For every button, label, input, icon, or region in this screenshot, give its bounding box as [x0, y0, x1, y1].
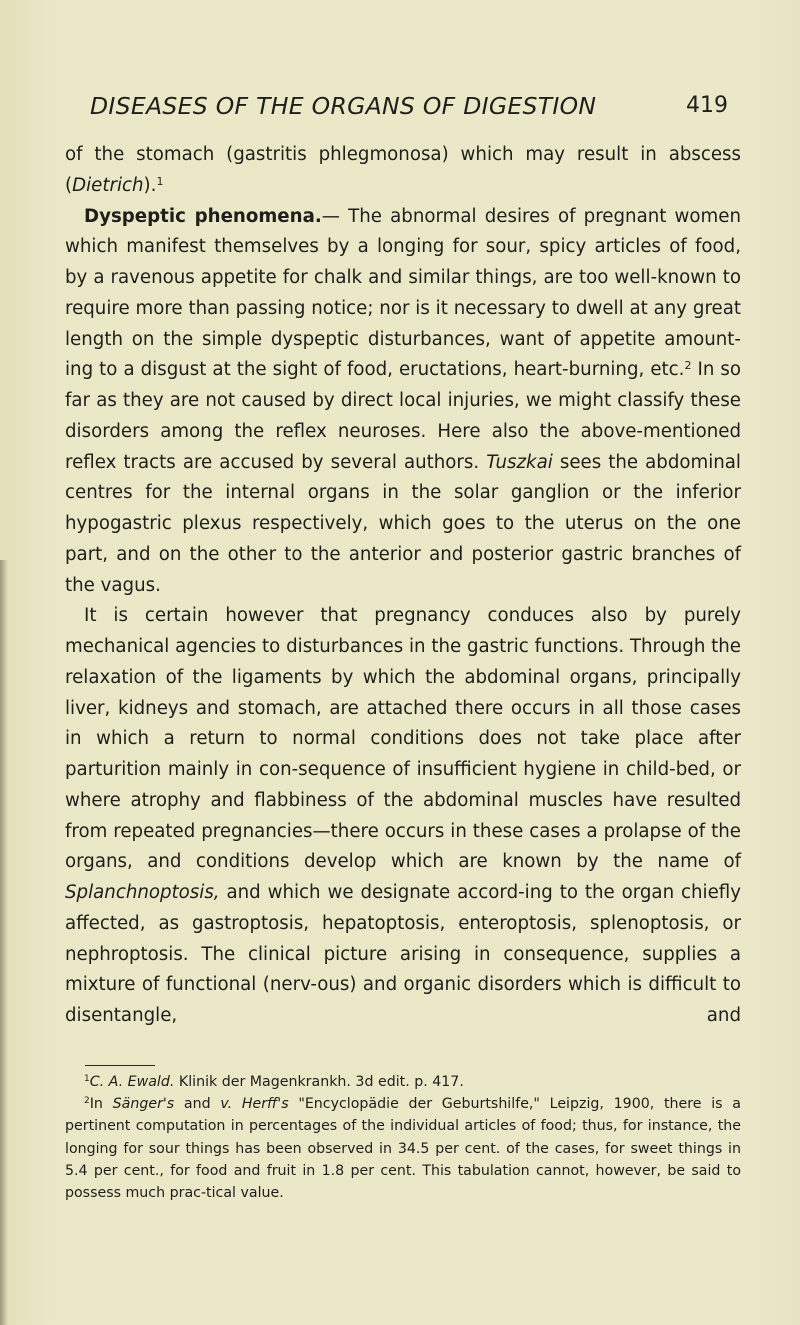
footnote-2 — [65, 1093, 741, 1204]
footnote-marker: 2 — [84, 1096, 90, 1107]
footnote-text: Klinik der Magenkrankh. 3d edit. p. 417. — [174, 1074, 464, 1090]
paragraph-continuation — [65, 140, 741, 202]
paragraph-text: ). — [143, 174, 157, 196]
footnote-author: Sänger's — [112, 1096, 175, 1113]
footnote-1 — [65, 1071, 741, 1093]
footnote-author: C. A. Ewald. — [89, 1074, 175, 1090]
binding-shadow — [0, 560, 8, 1325]
paragraph-text: It is certain however that pregnancy conduces also by purely mechanical agencies to disturbances in the gastric functions. Through the relaxation of the ligaments by which the abdominal organs, principally liver, kidneys and stomach, are attached there occurs in all those cases in which a return to normal conditions does not take place after parturition mainly in con-sequence of insufficient hygiene in child-bed, or where atrophy and flabbiness of the abdominal muscles have resulted from repeated pregnancies—there occurs in these cases a prolapse of the organs, and conditions develop which are known by the name of — [65, 605, 741, 873]
paragraph-dyspeptic — [65, 202, 741, 602]
footnote-marker: 1 — [84, 1074, 90, 1084]
footnote-text: In — [89, 1096, 113, 1113]
section-heading: Dyspeptic phenomena. — [84, 205, 322, 227]
paragraph-text: In so far as they are not caused by direct local injuries, we might classify these disorders among the reflex neuroses. Here also the above-mentioned reflex tracts are accused by several authors. — [65, 359, 742, 473]
footnote-text: "Encyclopädie der Geburtshilfe," Leipzig, 1900, there is a pertinent computation in percentages of the individual articles of food; thus, for instance, the longing for sour things has been observed in 34.5 per cent. of the cases, for sweet things in 5.4 per cent., for food and fruit in 1.8 per cent. This tabulation cannot, however, be said to possess much prac-tical value. — [65, 1096, 741, 1202]
paragraph-text: — The abnormal desires of pregnant women which manifest themselves by a longing for sour, spicy articles of food, by a ravenous appetite for chalk and similar things, are too well-known to require more than passing notice; nor is it necessary to dwell at any great length on the simple dyspeptic disturbances, want of appetite amount-ing to a disgust at the sight of food, eructations, heart-burning, etc. — [65, 205, 741, 381]
running-title: DISEASES OF THE ORGANS OF DIGESTION — [90, 92, 597, 120]
paragraph-mechanical — [65, 601, 741, 1032]
footnote-ref: 2 — [684, 359, 692, 373]
paragraph-text: and which we designate accord-ing to the organ chiefly affected, as gastroptosis, hepatoptosis, enteroptosis, splenoptosis, or nephroptosis. The clinical picture arising in consequence, supplies a mixture of functional (nerv-ous) and organic disorders which is difficult to disentangle, and — [65, 882, 741, 1026]
body-text — [65, 140, 741, 1032]
term-splanchnoptosis: Splanchnoptosis, — [65, 882, 220, 903]
footnote-rule — [85, 1065, 155, 1066]
footnotes — [65, 1071, 741, 1204]
paragraph-text: of the stomach (gastritis phlegmonosa) which may result in abscess ( — [65, 144, 741, 196]
citation-author: Tuszkai — [486, 451, 553, 473]
paragraph-text: sees the abdominal centres for the internal organs in the solar ganglion or the inferior hypogastric plexus respectively, which goes to the uterus on the one part, and on the other to the anterior and posterior gastric branches of the vagus. — [65, 451, 741, 596]
footnote-author: v. Herff's — [220, 1096, 289, 1113]
page-header — [90, 92, 750, 132]
footnote-ref: 1 — [156, 174, 164, 188]
citation-author: Dietrich — [72, 174, 144, 196]
footnote-text: and — [174, 1096, 221, 1113]
page-number: 419 — [686, 93, 728, 118]
